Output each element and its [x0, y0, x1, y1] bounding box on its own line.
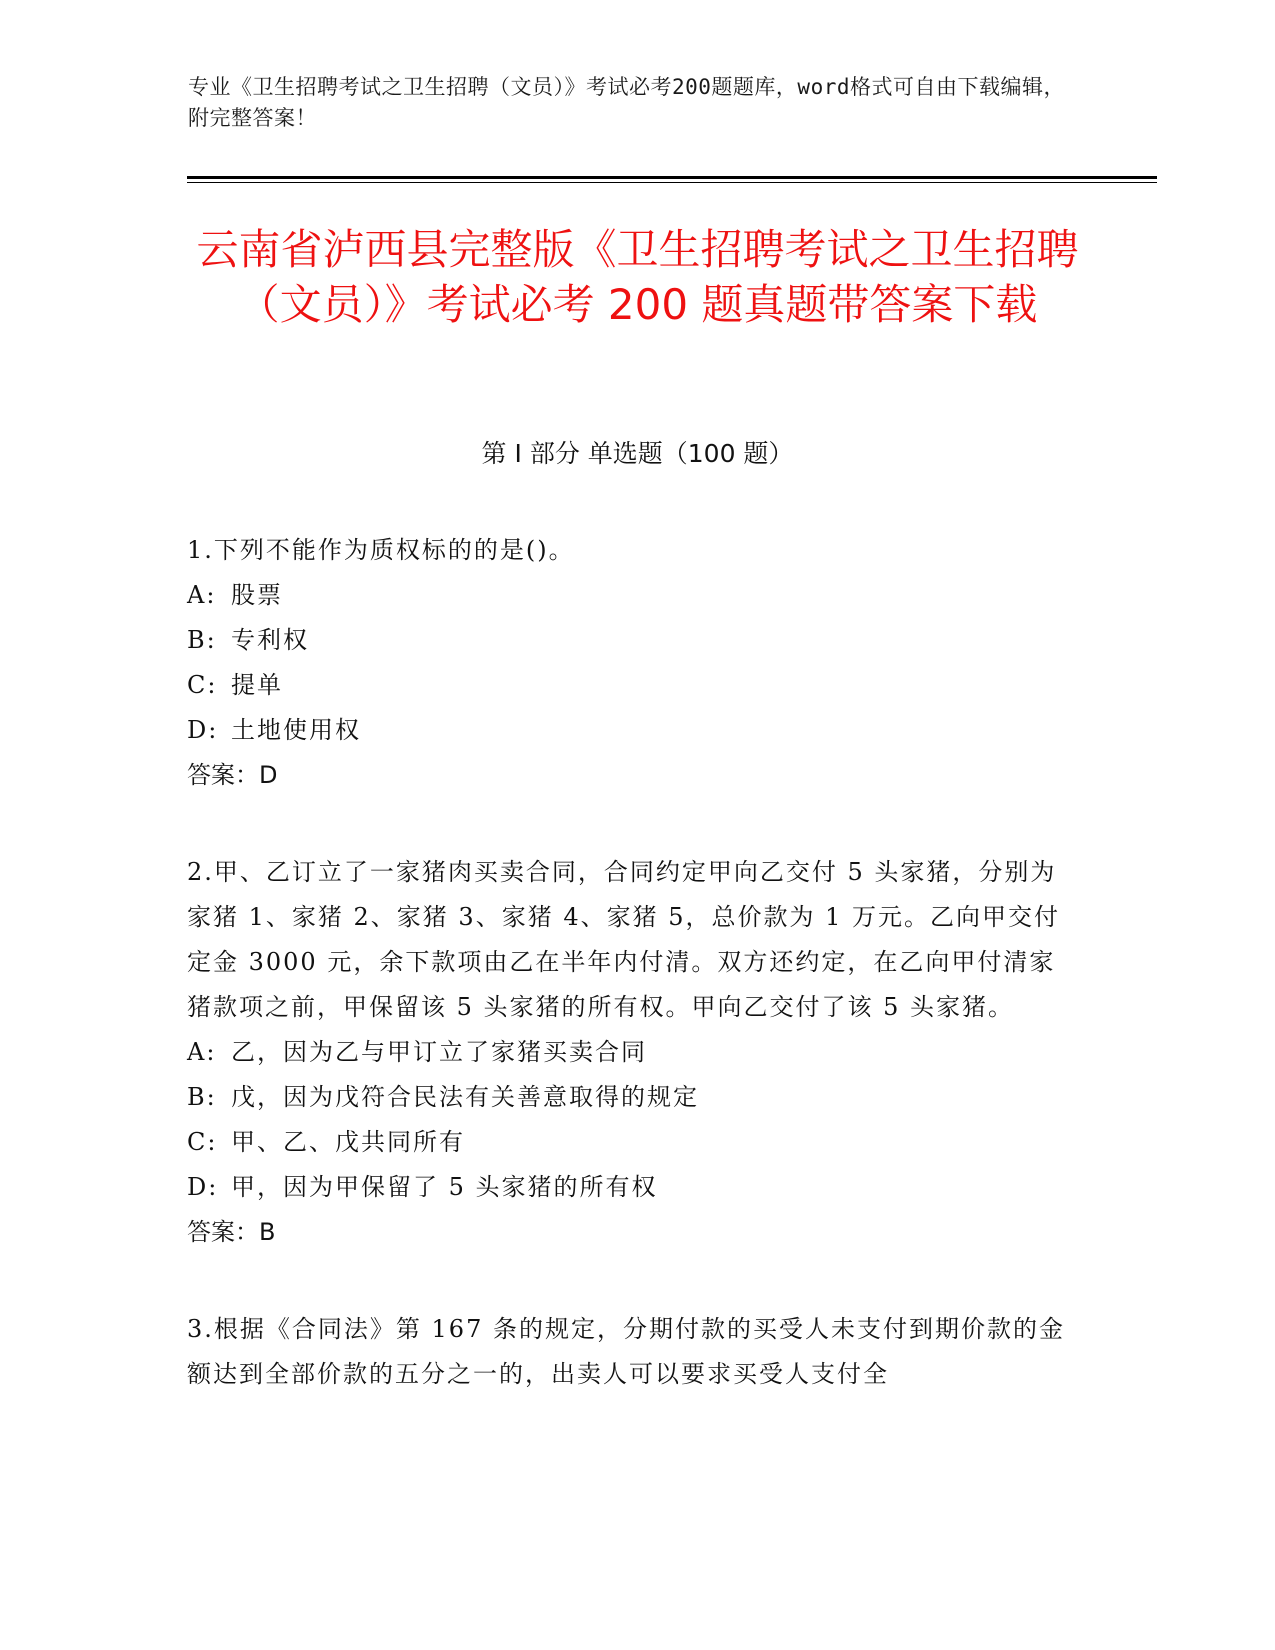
option-d: [187, 708, 1077, 753]
option-letter: C:: [187, 671, 218, 699]
question-text: 3.根据《合同法》第 167 条的规定，分期付款的买受人未支付到期价款的金额达到全部价款的五分之一的，出卖人可以要求买受人支付全: [187, 1315, 1065, 1388]
option-letter: D:: [187, 1173, 219, 1201]
option-text: 股票: [231, 581, 283, 609]
option-letter: D:: [187, 716, 219, 744]
option-c: [187, 1120, 1077, 1165]
answer-line: 答案：D: [187, 761, 278, 789]
question-2: [187, 850, 1077, 1255]
document-title: 云南省泸西县完整版《卫生招聘考试之卫生招聘（文员）》考试必考 200 题真题带答案下载: [196, 225, 1079, 329]
option-b: [187, 1075, 1077, 1120]
answer-line: 答案：B: [187, 1218, 276, 1246]
question-1: [187, 528, 1077, 798]
option-b: [187, 618, 1077, 663]
header-note: 专业《卫生招聘考试之卫生招聘（文员）》考试必考200题题库，word格式可自由下载编辑，附完整答案！: [188, 75, 1065, 130]
option-text: 戊，因为戊符合民法有关善意取得的规定: [231, 1083, 699, 1111]
option-text: 甲、乙、戊共同所有: [231, 1128, 465, 1156]
option-letter: B:: [187, 626, 217, 654]
question-3: [187, 1307, 1077, 1397]
option-letter: A:: [187, 1038, 217, 1066]
option-letter: C:: [187, 1128, 218, 1156]
header-divider-thin: [187, 182, 1157, 183]
option-text: 专利权: [231, 626, 309, 654]
section-title: 第 I 部分 单选题（100 题）: [481, 439, 794, 468]
option-text: 提单: [231, 671, 283, 699]
option-letter: A:: [187, 581, 217, 609]
option-text: 甲，因为甲保留了 5 头家猪的所有权: [231, 1173, 658, 1201]
option-d: [187, 1165, 1077, 1210]
question-list: [187, 528, 1077, 1449]
option-c: [187, 663, 1077, 708]
option-a: [187, 1030, 1077, 1075]
question-text: 1.下列不能作为质权标的的是()。: [187, 536, 575, 564]
option-text: 土地使用权: [231, 716, 361, 744]
option-a: [187, 573, 1077, 618]
option-letter: B:: [187, 1083, 217, 1111]
question-text: 2.甲、乙订立了一家猪肉买卖合同，合同约定甲向乙交付 5 头家猪，分别为家猪 1、家猪 2、家猪 3、家猪 4、家猪 5，总价款为 1 万元。乙向甲交付定金 3000 元，余下款项由乙在半年内付清。双方还约定，在乙向甲付清家猪款项之前，甲保留该 5 头家猪的所有权。甲向乙交付了该 5 头家猪。: [187, 858, 1061, 1021]
header-divider-thick: [187, 176, 1157, 179]
option-text: 乙，因为乙与甲订立了家猪买卖合同: [231, 1038, 647, 1066]
